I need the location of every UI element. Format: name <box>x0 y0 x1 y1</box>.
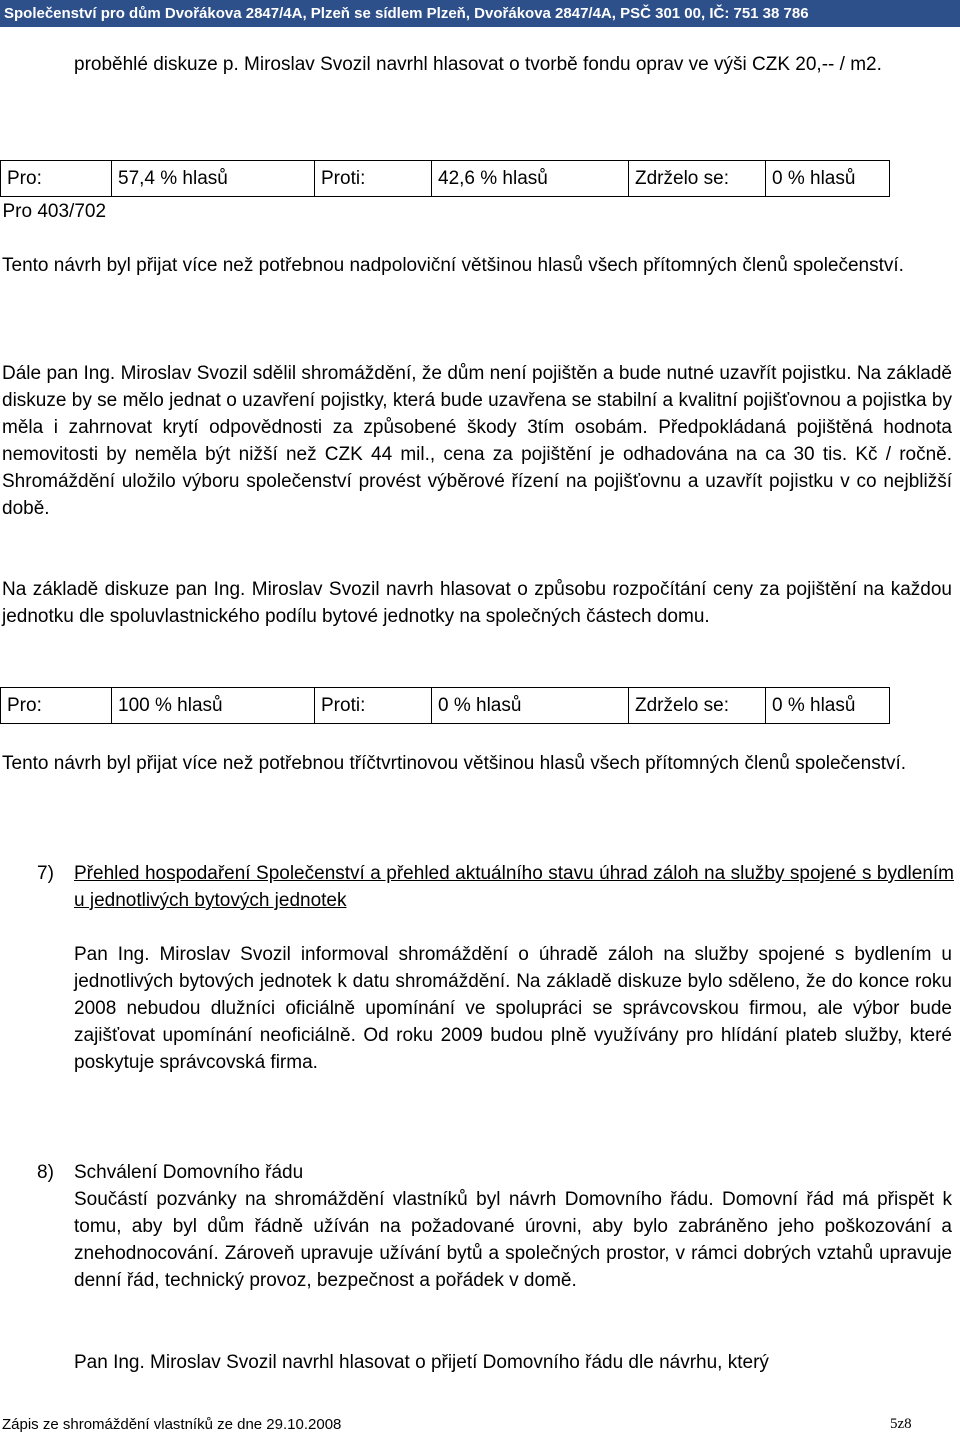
paragraph-fund-proposal: proběhlé diskuze p. Miroslav Svozil navrhl hlasovat o tvorbě fondu oprav ve výši CZK 20,-- / m2. <box>74 54 882 75</box>
section-8-number: 8) <box>37 1162 54 1183</box>
vote1-pro-label: Pro: <box>1 161 112 197</box>
section-7-number: 7) <box>37 863 54 884</box>
vote1-proti-value: 42,6 % hlasů <box>432 161 629 197</box>
vote-table-1 <box>0 160 890 227</box>
document-header: Společenství pro dům Dvořákova 2847/4A, Plzeň se sídlem Plzeň, Dvořákova 2847/4A, PSČ 301 00, IČ: 751 38 786 <box>0 0 960 27</box>
vote2-proti-label: Proti: <box>315 688 432 724</box>
vote1-zdrzelo-label: Zdrželo se: <box>629 161 766 197</box>
section-8-body: Součástí pozvánky na shromáždění vlastníků byl návrh Domovního řádu. Domovní řád má přispět k tomu, aby byl dům řádně užíván na požadované úrovni, aby bylo zabráněno jeho poškozování a znehodnocování. Zároveň upravuje užívání bytů a společných prostor, v rámci dobrých vztahů upravuje denní řád, technický provoz, bezpečnost a pořádek v domě. <box>74 1189 952 1291</box>
vote-table-2 <box>0 687 890 724</box>
paragraph-insurance-proposal: Na základě diskuze pan Ing. Miroslav Svozil navrh hlasovat o způsobu rozpočítání ceny za pojištění na každou jednotku dle spoluvlastnického podílu bytové jednotky na společných částech domu. <box>2 579 952 627</box>
section-8-body-2: Pan Ing. Miroslav Svozil navrhl hlasovat o přijetí Domovního řádu dle návrhu, který <box>74 1352 769 1373</box>
result-2: Tento návrh byl přijat více než potřebnou tříčtvrtinovou většinou hlasů všech přítomných členů společenství. <box>2 753 907 774</box>
vote1-zdrzelo-value: 0 % hlasů <box>766 161 890 197</box>
vote2-zdrzelo-label: Zdrželo se: <box>629 688 766 724</box>
section-7-body: Pan Ing. Miroslav Svozil informoval shromáždění o úhradě záloh na služby spojené s bydlením u jednotlivých bytových jednotek k datu shromáždění. Na základě diskuze bylo sděleno, že do konce roku 2008 nebudou dlužníci oficiálně upomínání ve spolupráci se správcovskou firmou, ale výbor bude zajišťovat upomínání neoficiálně. Od roku 2009 budou plně využívány pro hlídání plateb služby, které poskytuje správcovská firma. <box>74 944 952 1073</box>
vote2-pro-value: 100 % hlasů <box>112 688 315 724</box>
vote2-pro-label: Pro: <box>1 688 112 724</box>
vote2-proti-value: 0 % hlasů <box>432 688 629 724</box>
vote1-pro-value: 57,4 % hlasů <box>112 161 315 197</box>
vote1-proti-label: Proti: <box>315 161 432 197</box>
result-1: Tento návrh byl přijat více než potřebnou nadpoloviční většinou hlasů všech přítomných členů společenství. <box>2 255 904 276</box>
footer-title: Zápis ze shromáždění vlastníků ze dne 29.10.2008 <box>2 1416 342 1433</box>
vote2-zdrzelo-value: 0 % hlasů <box>766 688 890 724</box>
paragraph-insurance: Dále pan Ing. Miroslav Svozil sdělil shromáždění, že dům není pojištěn a bude nutné uzavřít pojistku. Na základě diskuze by se mělo jednat o uzavření pojistky, která bude uzavřena se stabilní a kvalitní pojišťovnou a pojistka by měla i zahrnovat krytí odpovědnosti za způsobené škody 3tím osobám. Předpokládaná pojištěná hodnota nemovitosti by neměla být nižší než CZK 44 mil., cena za pojištění je odhadována na ca 30 tis. Kč / ročně. Shromáždění uložilo výboru společenství provést výběrové řízení na pojišťovnu a uzavřít pojistku v co nejbližší době. <box>2 363 952 519</box>
section-7-title: Přehled hospodaření Společenství a přehled aktuálního stavu úhrad záloh na služby spojené s bydlením u jednotlivých bytových jednotek <box>74 863 954 911</box>
vote1-extra: Pro 403/702 <box>2 201 107 222</box>
section-8-title: Schválení Domovního řádu <box>74 1162 304 1183</box>
page-number: 5z8 <box>890 1416 912 1432</box>
